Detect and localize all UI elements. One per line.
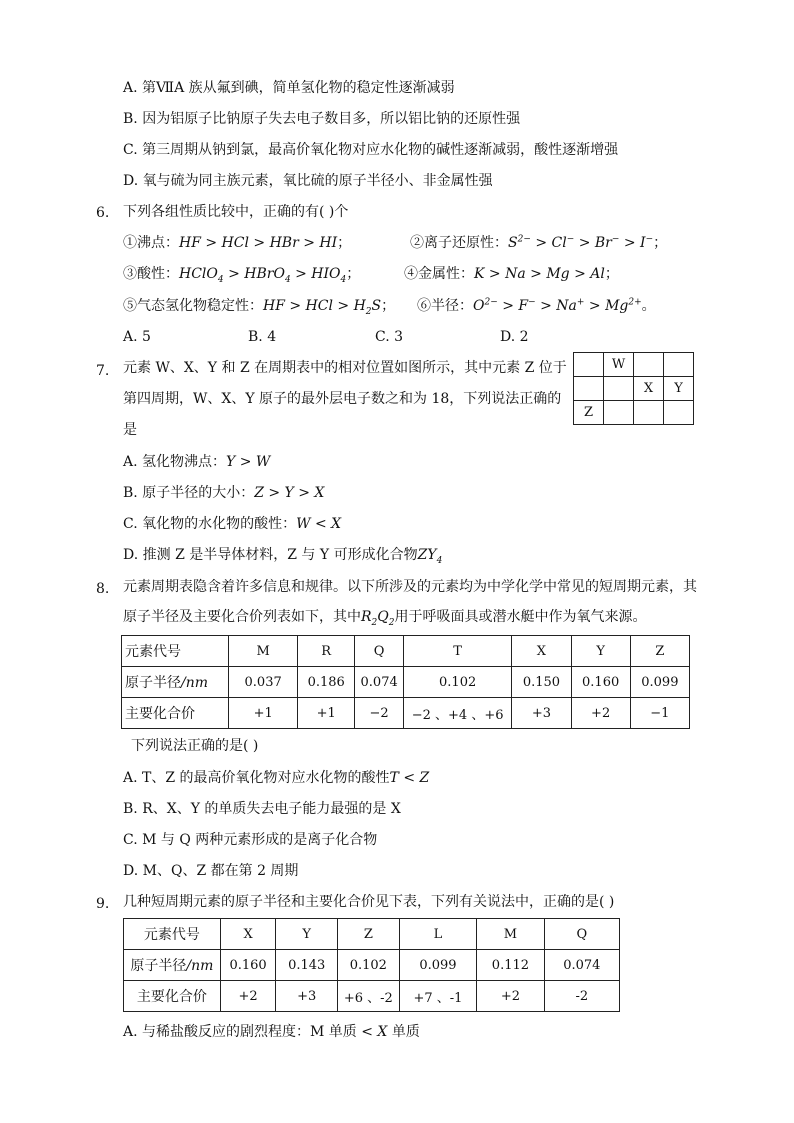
grid-cell: [574, 377, 604, 401]
q7-stem-line-1: 元素 W、X、Y 和 Z 在周期表中的相对位置如图所示，其中元素 Z 位于: [123, 360, 567, 376]
q8-option-a: [123, 768, 429, 788]
q6-item-1: [123, 233, 351, 253]
q6-item-3: [123, 264, 360, 284]
table-cell: 0.102: [337, 950, 399, 981]
q6-item-2-label: ②离子还原性：: [410, 235, 508, 251]
q6-item-2: [410, 233, 667, 253]
q6-option-a: A. 5: [123, 329, 151, 345]
q6-item-5-end: ；: [381, 298, 396, 314]
q7-option-a-math: Y > W: [226, 454, 271, 470]
table-cell: M: [229, 636, 298, 667]
q6-item-6-math: $O^{2-} > F^- > Na^+ > Mg^{2+}$: [473, 297, 642, 314]
q7-option-b: [123, 483, 324, 503]
table-cell: 0.102: [403, 667, 511, 698]
q8-option-b: B. R、X、Y 的单质失去电子能力最强的是 X: [123, 801, 401, 817]
table-cell: +7 、-1: [399, 981, 476, 1012]
table-cell: +6 、-2: [337, 981, 399, 1012]
q7-option-a-text: A. 氢化物沸点：: [123, 454, 227, 470]
q6-item-4-math: K > Na > Mg > Al: [474, 266, 605, 282]
q5-option-c: C. 第三周期从钠到氯，最高价氧化物对应水化物的碱性逐渐减弱，酸性逐渐增强: [123, 142, 619, 158]
table-cell: 元素代号: [122, 636, 229, 667]
grid-cell: [634, 401, 664, 425]
table-cell: X: [220, 919, 276, 950]
table-cell: 0.099: [399, 950, 476, 981]
q8-element-table: [121, 635, 690, 729]
q8-option-a-math: T < Z: [389, 770, 430, 786]
grid-cell: [574, 353, 604, 377]
table-cell: Z: [337, 919, 399, 950]
q6-item-1-label: ①沸点：: [123, 235, 179, 251]
table-cell: 0.186: [298, 667, 355, 698]
q7-option-d: [123, 545, 442, 565]
table-cell: X: [512, 636, 571, 667]
table-cell: −2 、+4 、+6: [403, 698, 511, 729]
table-cell: Y: [571, 636, 630, 667]
q6-item-6: [417, 296, 656, 316]
table-cell: 0.037: [229, 667, 298, 698]
q7-option-a: [123, 452, 270, 472]
table-cell: 0.099: [630, 667, 689, 698]
q8-stem-formula: $R_2Q_2$: [361, 609, 395, 628]
q7-option-b-text: B. 原子半径的大小：: [123, 485, 255, 501]
table-cell: 原子半径/nm: [122, 667, 229, 698]
q9-option-a-math: < X: [361, 1024, 388, 1040]
table-cell: +3: [276, 981, 338, 1012]
grid-cell: Y: [664, 377, 694, 401]
q6-stem: 下列各组性质比较中，正确的有( )个: [123, 204, 349, 220]
q9-stem: 几种短周期元素的原子半径和主要化合价见下表，下列有关说法中，正确的是( ): [123, 894, 615, 910]
table-cell: −1: [630, 698, 689, 729]
q8-option-c: C. M 与 Q 两种元素形成的是离子化合物: [123, 832, 378, 848]
q7-option-c-math: W < X: [296, 516, 342, 532]
q6-item-2-end: ；: [653, 235, 668, 251]
table-cell: +1: [229, 698, 298, 729]
q6-item-6-label: ⑥半径：: [417, 298, 473, 314]
table-cell: 主要化合价: [124, 981, 221, 1012]
q6-item-6-end: 。: [641, 298, 656, 314]
q6-item-1-math: HF > HCl > HBr > HI: [179, 235, 338, 251]
q5-option-b: B. 因为铝原子比钠原子失去电子数目多，所以铝比钠的还原性强: [123, 111, 521, 127]
q6-option-c: C. 3: [375, 329, 404, 345]
q6-option-b: B. 4: [248, 329, 277, 345]
q5-option-d: D. 氧与硫为同主族元素，氧比硫的原子半径小、非金属性强: [123, 173, 493, 189]
table-cell: Q: [544, 919, 619, 950]
q8-sub-stem: 下列说法正确的是( ): [131, 738, 259, 754]
q6-item-4: [404, 264, 619, 284]
grid-cell: W: [604, 353, 634, 377]
q9-option-a-text: A. 与稀盐酸反应的剧烈程度：M 单质: [123, 1024, 357, 1040]
q9-option-a: [123, 1022, 420, 1042]
q8-option-d: D. M、Q、Z 都在第 2 周期: [123, 863, 299, 879]
table-row: [124, 950, 620, 981]
grid-cell: X: [634, 377, 664, 401]
table-cell: -2: [544, 981, 619, 1012]
q8-number: 8.: [96, 581, 110, 597]
table-row: [122, 698, 690, 729]
q9-element-table: [123, 918, 620, 1012]
q8-stem-line-2-a: 原子半径及主要化合价列表如下，其中: [123, 609, 361, 625]
q7-option-d-math: $ZY_4$: [417, 547, 443, 566]
table-cell: +2: [220, 981, 276, 1012]
q6-item-3-math: HClO$_4$ > HBrO$_4$ > $HIO_4$: [179, 266, 347, 285]
q6-number: 6.: [96, 205, 110, 221]
table-cell: +1: [298, 698, 355, 729]
table-cell: 0.150: [512, 667, 571, 698]
table-row: [122, 667, 690, 698]
grid-cell: [664, 353, 694, 377]
q5-option-a: A. 第ⅦA 族从氟到碘，简单氢化物的稳定性逐渐减弱: [123, 80, 455, 96]
table-cell: R: [298, 636, 355, 667]
table-cell: 主要化合价: [122, 698, 229, 729]
table-cell: 0.160: [571, 667, 630, 698]
table-cell: Y: [276, 919, 338, 950]
table-cell: 0.074: [355, 667, 404, 698]
q6-item-1-end: ；: [337, 235, 352, 251]
q7-option-d-text: D. 推测 Z 是半导体材料，Z 与 Y 可形成化合物: [123, 547, 418, 563]
grid-cell: Z: [574, 401, 604, 425]
table-cell: 0.074: [544, 950, 619, 981]
grid-cell: [634, 353, 664, 377]
table-cell: 原子半径/nm: [124, 950, 221, 981]
table-cell: −2: [355, 698, 404, 729]
table-cell: +2: [477, 981, 544, 1012]
q6-item-5: [123, 296, 395, 316]
q6-item-5-label: ⑤气态氢化物稳定性：: [123, 298, 263, 314]
table-cell: Q: [355, 636, 404, 667]
q7-stem-line-2: 第四周期，W、X、Y 原子的最外层电子数之和为 18，下列说法正确的: [123, 391, 562, 407]
grid-cell: [604, 401, 634, 425]
periodic-position-grid: [573, 352, 694, 425]
q8-stem-line-2-b: 用于呼吸面具或潜水艇中作为氧气来源。: [394, 609, 647, 625]
table-cell: T: [403, 636, 511, 667]
q7-option-c-text: C. 氧化物的水化物的酸性：: [123, 516, 297, 532]
q8-option-a-text: A. T、Z 的最高价氧化物对应水化物的酸性: [123, 770, 390, 786]
q7-option-c: [123, 514, 341, 534]
q7-option-b-math: Z > Y > X: [254, 485, 325, 501]
table-cell: Z: [630, 636, 689, 667]
table-cell: 0.160: [220, 950, 276, 981]
table-cell: +2: [571, 698, 630, 729]
table-cell: +3: [512, 698, 571, 729]
table-row: [124, 919, 620, 950]
q7-stem-line-3: 是: [123, 422, 137, 438]
q6-item-4-end: ；: [604, 266, 619, 282]
q7-number: 7.: [96, 363, 110, 379]
table-cell: 0.112: [477, 950, 544, 981]
q8-stem-line-2: [123, 607, 647, 627]
q9-option-a-end: 单质: [391, 1024, 420, 1040]
table-row: [122, 636, 690, 667]
table-cell: 元素代号: [124, 919, 221, 950]
grid-cell: [604, 377, 634, 401]
q9-number: 9.: [96, 896, 110, 912]
table-cell: M: [477, 919, 544, 950]
q8-stem-line-1: 元素周期表隐含着许多信息和规律。以下所涉及的元素均为中学化学中常见的短周期元素，其: [123, 579, 697, 595]
q6-item-3-end: ；: [346, 266, 361, 282]
q6-item-2-math: $S^{2-} > Cl^- > Br^- > I^-$: [508, 234, 654, 251]
q6-item-5-math: HF > HCl > $H_2S$: [263, 298, 382, 317]
q6-item-4-label: ④金属性：: [404, 266, 474, 282]
q6-option-d: D. 2: [500, 329, 529, 345]
table-cell: 0.143: [276, 950, 338, 981]
table-row: [124, 981, 620, 1012]
grid-cell: [664, 401, 694, 425]
q6-item-3-label: ③酸性：: [123, 266, 179, 282]
table-cell: L: [399, 919, 476, 950]
